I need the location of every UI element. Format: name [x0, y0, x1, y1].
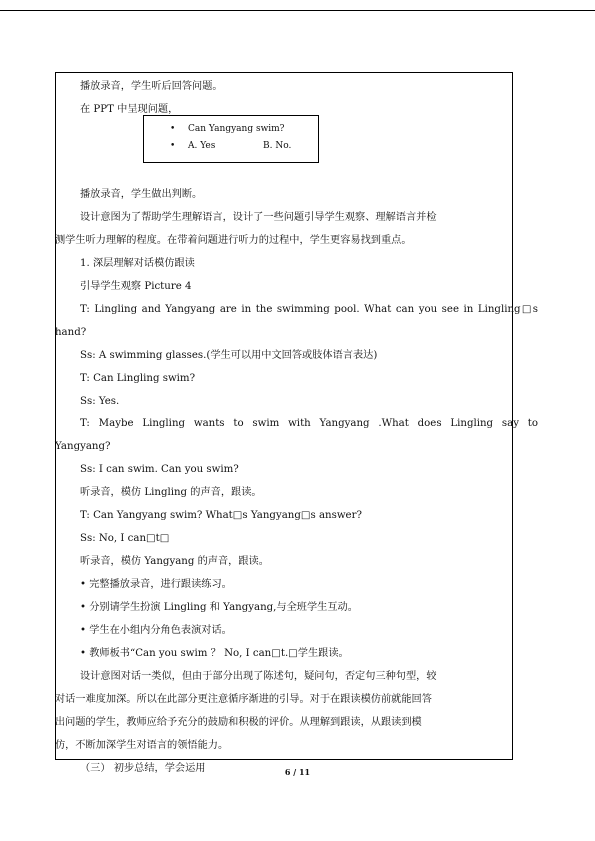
paragraph: 播放录音，学生做出判断。 — [80, 189, 203, 200]
ppt-question-row — [144, 123, 320, 135]
ppt-options-row — [144, 140, 320, 152]
paragraph: 对话一难度加深。所以在此部分更注意循序渐进的引导。对于在跟读模仿前就能回答 — [55, 694, 432, 705]
paragraph: 播放录音，学生听后回答问题。 — [80, 81, 223, 92]
section-heading: 1. 深层理解对话模仿跟读 — [80, 258, 195, 269]
list-item: • 完整播放录音，进行跟读练习。 — [80, 579, 232, 590]
dialogue-line: Ss: No, I can□t□ — [80, 533, 170, 544]
dialogue-line: T: Lingling and Yangyang are in the swimming pool. What can you see in Lingling□s — [80, 304, 538, 315]
dialogue-line: Ss: Yes. — [80, 396, 120, 407]
dialogue-line: T: Can Yangyang swim? What□s Yangyang□s answer? — [80, 510, 362, 521]
header-rule — [0, 10, 595, 11]
paragraph: 引导学生观察 Picture 4 — [80, 281, 192, 292]
bullet-icon: • — [170, 124, 176, 134]
list-item: • 学生在小组内分角色表演对话。 — [80, 625, 232, 636]
page-number: 6 / 11 — [284, 767, 311, 777]
dialogue-line: hand? — [55, 327, 87, 338]
section-heading: （三） 初步总结，学会运用 — [80, 763, 206, 774]
paragraph: 测学生听力理解的程度。在带着问题进行听力的过程中，学生更容易找到重点。 — [55, 235, 412, 246]
dialogue-line: Ss: I can swim. Can you swim? — [80, 464, 239, 475]
list-item: • 分别请学生扮演 Lingling 和 Yangyang,与全班学生互动。 — [80, 602, 358, 613]
paragraph: 仿，不断加深学生对语言的领悟能力。 — [55, 740, 229, 751]
dialogue-line: Yangyang? — [55, 441, 111, 452]
dialogue-line: Ss: A swimming glasses.(学生可以用中文回答或肢体语言表达) — [80, 350, 378, 361]
ppt-question-text: Can Yangyang swim? — [188, 124, 285, 134]
list-item: • 教师板书“Can you swim ？ No, I can□t.□学生跟读。 — [80, 648, 349, 659]
bullet-icon: • — [170, 141, 176, 151]
paragraph: 出问题的学生，教师应给予充分的鼓励和积极的评价。从理解到跟读，从跟读到模 — [55, 717, 422, 728]
dialogue-line: T: Maybe Lingling wants to swim with Yangyang .What does Lingling say to — [80, 418, 538, 429]
paragraph: 设计意图为了帮助学生理解语言，设计了一些问题引导学生观察、理解语言并检 — [80, 212, 437, 223]
paragraph: 听录音，模仿 Yangyang 的声音，跟读。 — [80, 556, 269, 567]
ppt-option-b: B. No. — [263, 141, 292, 151]
dialogue-line: T: Can Lingling swim? — [80, 373, 196, 384]
ppt-question-box — [143, 115, 319, 163]
paragraph: 听录音，模仿 Lingling 的声音，跟读。 — [80, 487, 262, 498]
ppt-option-a: A. Yes — [188, 141, 216, 151]
paragraph: 设计意图对话一类似，但由于部分出现了陈述句，疑问句，否定句三种句型，较 — [80, 671, 437, 682]
paragraph: 在 PPT 中呈现问题， — [80, 104, 179, 115]
